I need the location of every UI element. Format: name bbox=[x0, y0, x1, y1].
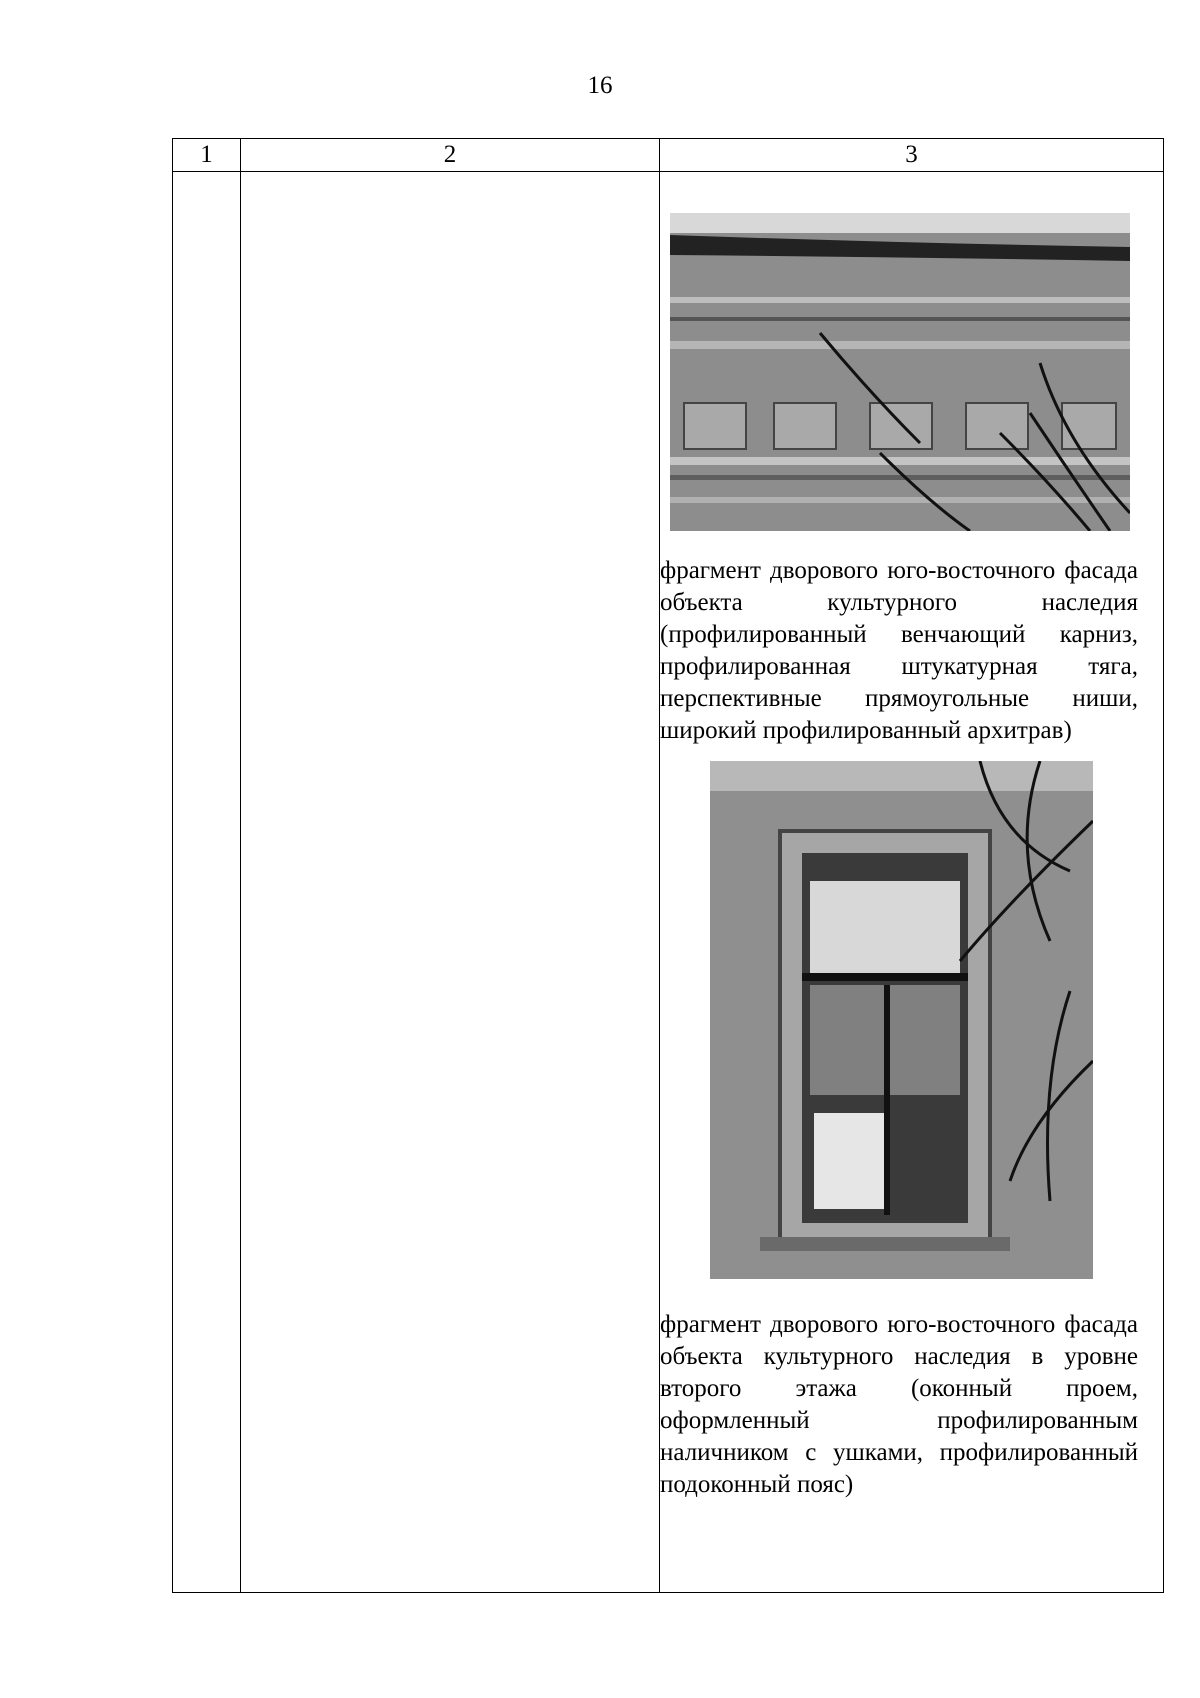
page-number: 16 bbox=[587, 72, 613, 99]
column-header-3: 3 bbox=[660, 139, 1164, 172]
window-photo-icon bbox=[710, 761, 1093, 1279]
photo-caption: фрагмент дворового юго-восточного фасада объекта культурного наследия (профилированный венчающий карниз, профилированная штукатурная тяга, перспективные прямоугольные ниши, широкий профилированный архитрав) bbox=[660, 557, 1138, 744]
table-header-row bbox=[173, 139, 1164, 172]
cornice-photo-icon bbox=[670, 213, 1130, 531]
table-row bbox=[173, 172, 1164, 1593]
cell-col-1 bbox=[173, 172, 241, 1593]
cell-col-2 bbox=[241, 172, 660, 1593]
document-table bbox=[172, 138, 1164, 1593]
cell-col-3 bbox=[660, 172, 1164, 1593]
column-header-2: 2 bbox=[241, 139, 660, 172]
column-header-1: 1 bbox=[173, 139, 241, 172]
photo-caption: фрагмент дворового юго-восточного фасада объекта культурного наследия в уровне второго этажа (оконный проем, оформленный профилированным наличником с ушками, профилированный подоконный пояс) bbox=[660, 1311, 1138, 1498]
